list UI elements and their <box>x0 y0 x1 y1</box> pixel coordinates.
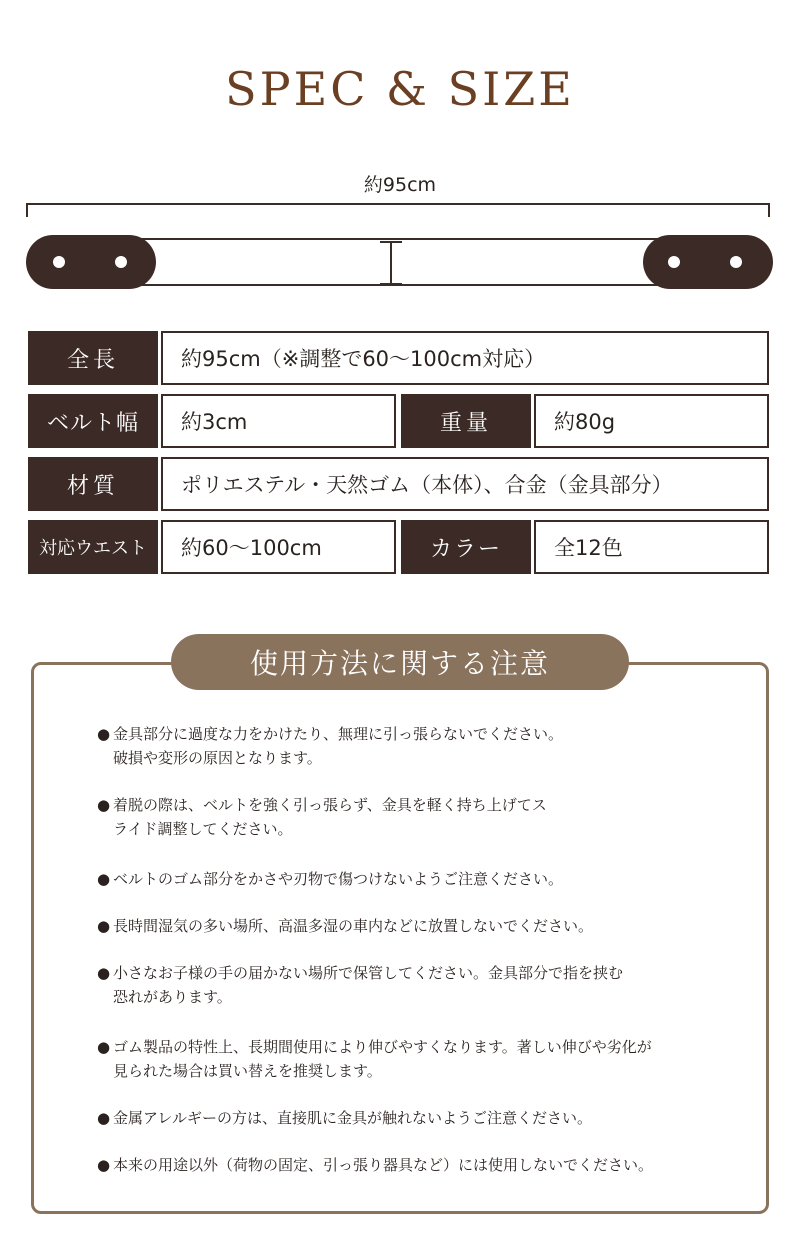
caution-note-text <box>113 1153 737 1177</box>
spec-label-color: カラー <box>401 520 531 574</box>
caution-note-text <box>113 1106 737 1130</box>
caution-note <box>97 961 737 1009</box>
spec-label-length: 全長 <box>28 331 158 385</box>
caution-note-line: 破損や変形の原因となります。 <box>113 749 322 767</box>
spec-value-waist: 約60〜100cm <box>161 520 396 574</box>
caution-note-text <box>113 1035 737 1083</box>
page-title: SPEC & SIZE <box>225 62 575 116</box>
belt-end-right <box>643 235 773 289</box>
caution-note-line: 見られた場合は買い替えを推奨します。 <box>113 1062 382 1080</box>
spec-label-material: 材質 <box>28 457 158 511</box>
caution-note <box>97 1153 737 1177</box>
caution-note-line: 金属アレルギーの方は、直接肌に金具が触れないようご注意ください。 <box>113 1109 593 1127</box>
caution-note-line: 着脱の際は、ベルトを強く引っ張らず、金具を軽く持ち上げてス <box>113 796 547 814</box>
belt-hole <box>53 256 65 268</box>
caution-note <box>97 793 737 841</box>
bullet-icon: ● <box>97 964 111 982</box>
belt-band <box>140 238 660 286</box>
caution-note <box>97 722 737 770</box>
caution-note-line: ライド調整してください。 <box>113 820 293 838</box>
spec-value-weight: 約80g <box>534 394 769 448</box>
caution-note-line: 恐れがあります。 <box>113 988 232 1006</box>
spec-label-width: ベルト幅 <box>28 394 158 448</box>
caution-note-text <box>113 793 737 841</box>
bullet-icon: ● <box>97 1038 111 1056</box>
caution-note <box>97 914 737 938</box>
belt-end-left <box>26 235 156 289</box>
caution-title: 使用方法に関する注意 <box>171 634 629 690</box>
spec-label-weight: 重量 <box>401 394 531 448</box>
spec-value-color: 全12色 <box>534 520 769 574</box>
caution-note-line: ゴム製品の特性上、長期間使用により伸びやすくなります。著しい伸びや劣化が <box>113 1038 652 1056</box>
bullet-icon: ● <box>97 725 111 743</box>
bullet-icon: ● <box>97 870 111 888</box>
length-dimension-line <box>26 203 770 217</box>
bullet-icon: ● <box>97 917 111 935</box>
caution-note-text <box>113 914 737 938</box>
caution-note-text <box>113 961 737 1009</box>
caution-note-line: ベルトのゴム部分をかさや刃物で傷つけないようご注意ください。 <box>113 870 564 888</box>
bullet-icon: ● <box>97 1156 111 1174</box>
caution-note-line: 長時間湿気の多い場所、高温多湿の車内などに放置しないでください。 <box>113 917 594 935</box>
bullet-icon: ● <box>97 796 111 814</box>
width-dimension-mark <box>386 241 396 285</box>
spec-value-material: ポリエステル・天然ゴム（本体）、合金（金具部分） <box>161 457 769 511</box>
caution-note-line: 本来の用途以外（荷物の固定、引っ張り器具など）には使用しないでください。 <box>113 1156 654 1174</box>
spec-label-waist: 対応ウエスト <box>28 520 158 574</box>
caution-note-line: 金具部分に過度な力をかけたり、無理に引っ張らないでください。 <box>113 725 564 743</box>
caution-note-text <box>113 867 737 891</box>
spec-value-width: 約3cm <box>161 394 396 448</box>
bullet-icon: ● <box>97 1109 111 1127</box>
length-dimension-label: 約95cm <box>363 174 437 196</box>
caution-note-line: 小さなお子様の手の届かない場所で保管してください。金具部分で指を挟む <box>113 964 624 982</box>
caution-note-text <box>113 722 737 770</box>
belt-hole <box>115 256 127 268</box>
caution-note <box>97 867 737 891</box>
belt-hole <box>730 256 742 268</box>
spec-value-length: 約95cm（※調整で60〜100cm対応） <box>161 331 769 385</box>
belt-hole <box>668 256 680 268</box>
caution-note <box>97 1106 737 1130</box>
caution-note <box>97 1035 737 1083</box>
